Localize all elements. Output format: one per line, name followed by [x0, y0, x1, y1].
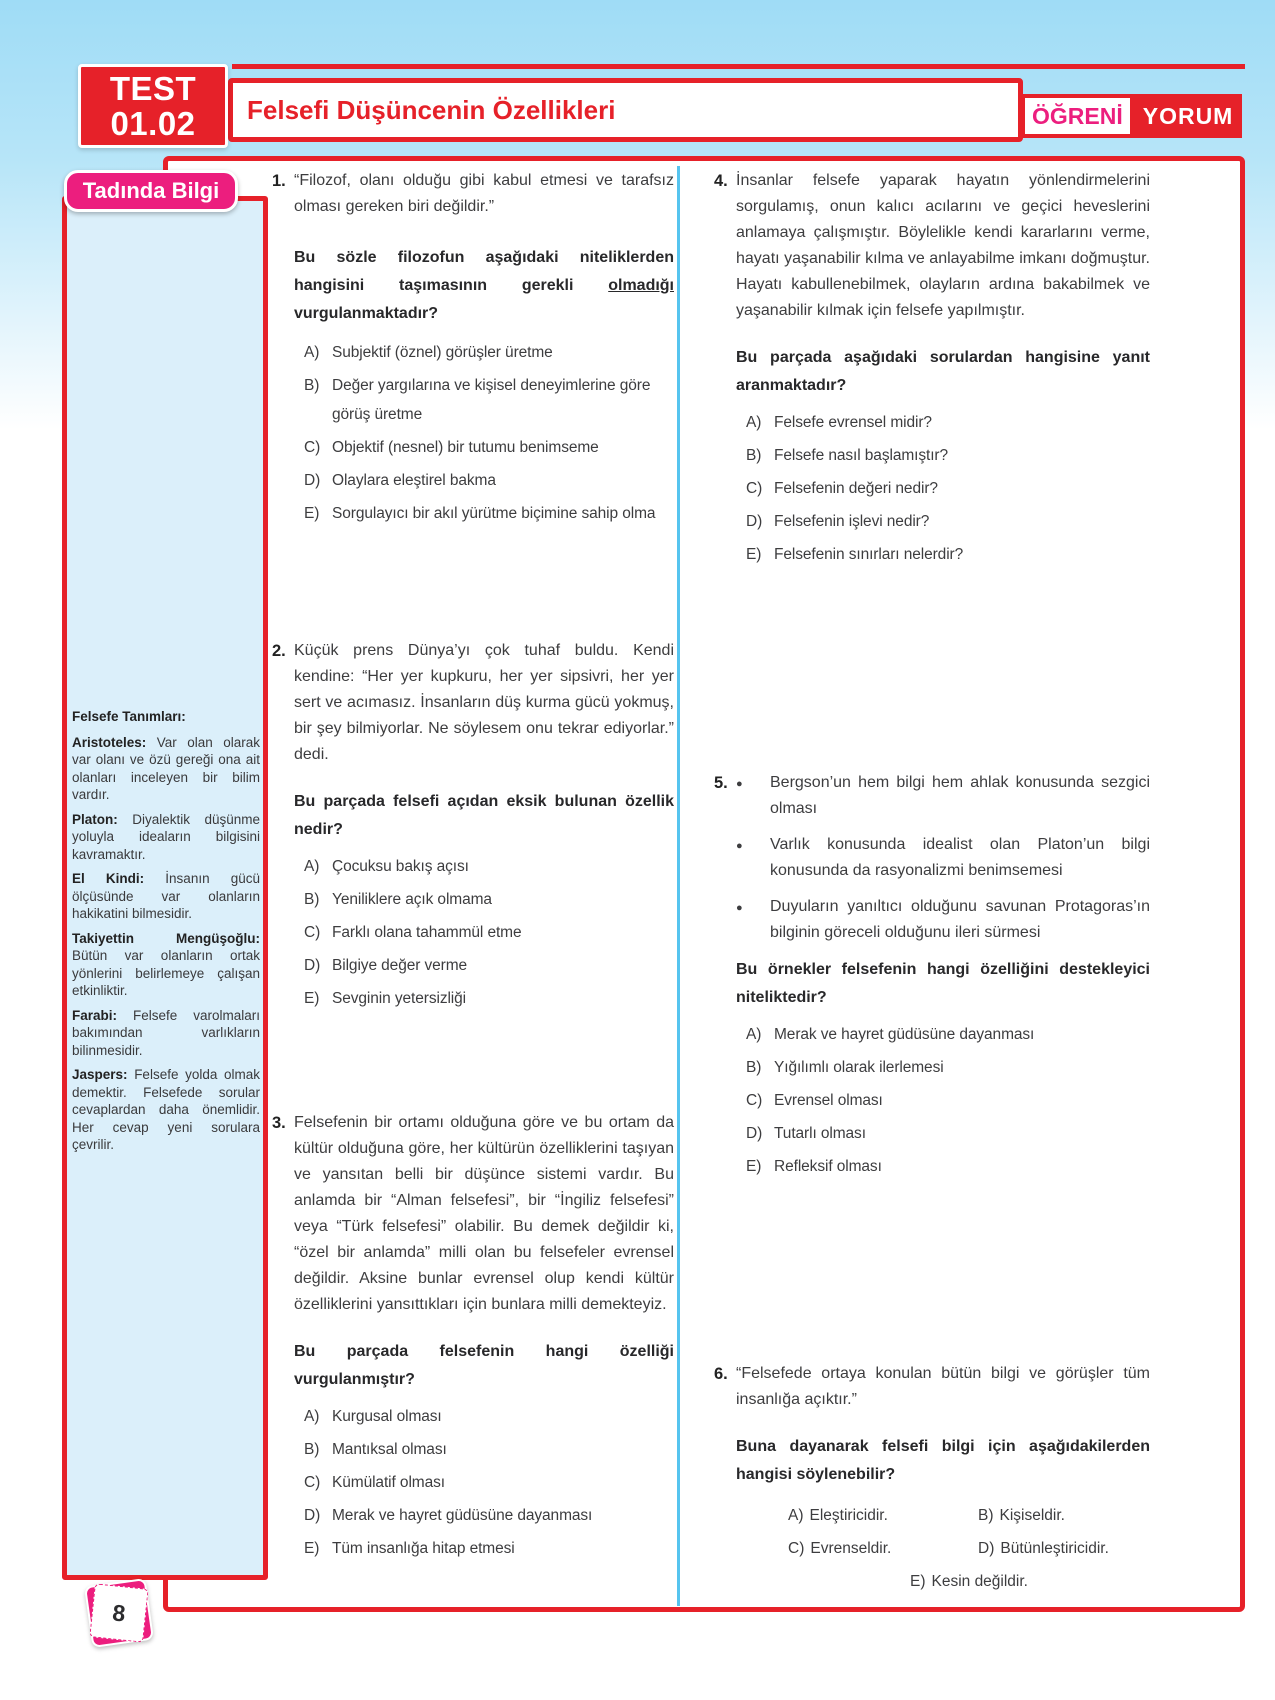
- option-label: A): [788, 1507, 804, 1524]
- option-label: E): [746, 1158, 762, 1175]
- option-label: A): [304, 344, 320, 361]
- question-column-left: [272, 168, 674, 1612]
- option-list: [294, 852, 674, 1013]
- option-text: Bilgiye değer verme: [332, 957, 468, 974]
- option-text: Eleştiricidir.: [809, 1507, 888, 1524]
- definition-text: Felsefe varolmaları bakımından varlıkların bilinmesidir.: [72, 1007, 260, 1058]
- question-6: [714, 1361, 1150, 1596]
- option-d: [978, 1534, 1150, 1563]
- question-3: [272, 1110, 674, 1567]
- bullet-item: [736, 894, 1150, 946]
- option-text: Felsefe nasıl başlamıştır?: [774, 447, 949, 464]
- page-title-band: [228, 78, 1023, 142]
- option-e: [746, 540, 1150, 569]
- option-d: [746, 507, 1150, 536]
- question-number: 1.: [272, 172, 286, 190]
- option-label: D): [304, 472, 321, 489]
- definition-term: Takiyettin Mengüşoğlu:: [72, 930, 260, 946]
- stem-text: Bu sözle filozofun aşağıdaki niteliklerden hangisini taşımasının gerekli: [294, 249, 674, 294]
- option-text: Sevginin yetersizliği: [332, 990, 467, 1007]
- option-text: Merak ve hayret güdüsüne dayanması: [332, 1507, 593, 1524]
- option-label: D): [746, 513, 763, 530]
- question-stem: [294, 1338, 674, 1394]
- option-label: A): [746, 414, 762, 431]
- question-4: [714, 168, 1150, 573]
- bullet-item: [736, 832, 1150, 884]
- option-label: B): [304, 377, 320, 394]
- option-label: C): [304, 924, 321, 941]
- option-label: B): [304, 1441, 320, 1458]
- option-text: Mantıksal olması: [332, 1441, 447, 1458]
- option-c: [304, 1468, 674, 1497]
- option-label: D): [746, 1125, 763, 1142]
- column-divider: [677, 166, 680, 1606]
- option-list: [294, 338, 674, 528]
- option-text: Farklı olana tahammül etme: [332, 924, 522, 941]
- sidebar-definitions: [72, 708, 260, 1161]
- option-label: A): [746, 1026, 762, 1043]
- option-text: Objektif (nesnel) bir tutumu benimseme: [332, 439, 599, 456]
- stem-text: Bu parçada felsefi açıdan eksik bulunan özellik nedir?: [294, 793, 674, 838]
- stem-underlined-word: olmadığı: [608, 277, 674, 294]
- option-text: Felsefenin işlevi nedir?: [774, 513, 930, 530]
- option-label: A): [304, 858, 320, 875]
- definition-platon: [72, 811, 260, 864]
- definition-term: Farabi:: [72, 1007, 118, 1023]
- sidebar-badge: Tadında Bilgi: [64, 170, 238, 212]
- option-text: Evrenseldir.: [810, 1540, 892, 1557]
- option-a: [304, 338, 674, 367]
- option-a: [746, 408, 1150, 437]
- option-label: D): [304, 957, 321, 974]
- option-label: E): [909, 1573, 926, 1590]
- option-label: E): [746, 546, 762, 563]
- definition-farabi: [72, 1007, 260, 1060]
- option-a: [304, 1402, 674, 1431]
- page-number-badge: [88, 1582, 150, 1644]
- option-label: B): [304, 891, 320, 908]
- option-label: B): [746, 447, 762, 464]
- sidebar-heading: Felsefe Tanımları:: [72, 709, 186, 724]
- option-text: Çocuksu bakış açısı: [332, 858, 469, 875]
- definition-text: Felsefe yolda olmak demektir. Felsefede sorular cevaplardan daha önemlidir. Her cevap yeni sorulara çevrilir.: [72, 1067, 260, 1152]
- question-passage: Küçük prens Dünya’yı çok tuhaf buldu. Kendi kendine: “Her yer kupkuru, her yer sipsivri, her yer sert ve acımasız. İnsanların düş kurma gücü yokmuş, bir şey bilmiyorlar. Ne söylesem onu tekrar ediyorlar.” dedi.: [294, 642, 674, 763]
- stem-text: vurgulanmaktadır?: [294, 305, 439, 322]
- question-stem: [736, 344, 1150, 400]
- stem-text: Bu örnekler felsefenin hangi özelliğini destekleyici niteliktedir?: [736, 961, 1150, 1006]
- question-bullet-list: [736, 770, 1150, 946]
- header-accent-line: [232, 64, 1245, 69]
- definition-text: Var olan olarak var olanı ve özü gereği ona ait olanları inceleyen bir bilim vardır.: [72, 734, 260, 802]
- option-b: [304, 1435, 674, 1464]
- question-1: [272, 168, 674, 532]
- option-label: C): [746, 1092, 763, 1109]
- question-number: 5.: [714, 774, 728, 792]
- option-d: [304, 1501, 674, 1530]
- option-label: B): [746, 1059, 762, 1076]
- option-text: Yığılımlı olarak ilerlemesi: [774, 1059, 944, 1076]
- definition-mengusoglu: [72, 930, 260, 1000]
- question-column-right: [714, 168, 1150, 1612]
- option-e: [746, 1152, 1150, 1181]
- option-label: A): [304, 1408, 320, 1425]
- option-d: [746, 1119, 1150, 1148]
- definition-aristoteles: [72, 734, 260, 804]
- option-label: E): [304, 1540, 320, 1557]
- page-title: Felsefi Düşüncenin Özellikleri: [247, 94, 616, 125]
- option-text: Kümülatif olması: [332, 1474, 445, 1491]
- definition-jaspers: [72, 1066, 260, 1154]
- brand-logo-second: YORUM: [1134, 94, 1243, 138]
- question-stem: [294, 788, 674, 844]
- test-number-box: [78, 64, 228, 148]
- brand-logo: [1021, 94, 1242, 138]
- option-text: Kesin değildir.: [931, 1573, 1028, 1590]
- option-e: [910, 1567, 1028, 1596]
- question-passage: İnsanlar felsefe yaparak hayatın yönlendirmelerini sorgulamış, onun kalıcı acılarını ve geçici heveslerini anlamaya çalışmıştır. Böylelikle kendi kararlarını verme, hayatı yaşanabilir kılma ve anlayabilme imkanı doğmuştur. Hayatı kabullenebilmek, olayların ardına bakabilmek ve yaşanabilir kılmak için felsefe yapılmıştır.: [736, 172, 1150, 319]
- option-text: Refleksif olması: [774, 1158, 882, 1175]
- question-stem: [294, 244, 674, 328]
- option-b: [746, 1053, 1150, 1082]
- option-label: E): [304, 505, 320, 522]
- option-c: [746, 1086, 1150, 1115]
- bullet-icon: [736, 894, 770, 946]
- option-text: Subjektif (öznel) görüşler üretme: [332, 344, 553, 361]
- question-number: 3.: [272, 1114, 286, 1132]
- option-c: [304, 433, 674, 462]
- question-stem: [736, 1433, 1150, 1489]
- bullet-icon: [736, 832, 770, 884]
- option-label: C): [304, 1474, 321, 1491]
- option-text: Bütünleştiricidir.: [1000, 1540, 1109, 1557]
- option-b: [304, 885, 674, 914]
- question-5: [714, 770, 1150, 1185]
- option-c: [788, 1534, 978, 1563]
- definition-term: El Kindi:: [72, 871, 145, 886]
- option-text: Kurgusal olması: [332, 1408, 442, 1425]
- option-label: D): [304, 1507, 321, 1524]
- option-d: [304, 466, 674, 495]
- option-text: Evrensel olması: [774, 1092, 883, 1109]
- definition-term: Jaspers:: [72, 1067, 128, 1082]
- option-text: Kişiseldir.: [999, 1507, 1065, 1524]
- option-e: [304, 984, 674, 1013]
- definition-el-kindi: [72, 870, 260, 923]
- option-text: Felsefenin değeri nedir?: [774, 480, 938, 497]
- option-c: [746, 474, 1150, 503]
- question-passage: Felsefenin bir ortamı olduğuna göre ve bu ortam da kültür olduğuna göre, her kültürün özelliklerini taşıyan ve yansıtan belli bir düşünce sistemi vardır. Bu anlamda bir “Alman felsefesi”, bir “İngiliz felsefesi” veya “Türk felsefesi” olabilir. Bu demek değildir ki, “özel bir anlamda” milli olan bu felsefeler evrensel değildir. Aksine bunlar evrensel olup kendi kültür özelliklerini yansıttıkları için bunlara milli demekteyiz.: [294, 1114, 674, 1313]
- option-b: [746, 441, 1150, 470]
- stem-text: Bu parçada felsefenin hangi özelliği vurgulanmıştır?: [294, 1343, 674, 1388]
- option-label: C): [304, 439, 321, 456]
- question-2: [272, 638, 674, 1017]
- option-text: Yeniliklere açık olmama: [332, 891, 492, 908]
- option-b: [304, 371, 674, 429]
- option-a: [304, 852, 674, 881]
- option-text: Tüm insanlığa hitap etmesi: [332, 1540, 515, 1557]
- definition-text: Diyalektik düşünme yoluyla ideaların bilgisini kavramaktır.: [72, 811, 260, 862]
- question-passage: “Filozof, olanı olduğu gibi kabul etmesi ve tarafsız olması gereken biri değildir.”: [294, 172, 674, 215]
- bullet-item: [736, 770, 1150, 822]
- option-a: [788, 1501, 978, 1530]
- option-c: [304, 918, 674, 947]
- page-number: 8: [89, 1583, 148, 1642]
- bullet-icon: [736, 770, 770, 822]
- stem-text: Buna dayanarak felsefi bilgi için aşağıdakilerden hangisi söylenebilir?: [736, 1438, 1150, 1483]
- question-stem: [736, 956, 1150, 1012]
- option-e: [304, 499, 674, 528]
- option-text: Olaylara eleştirel bakma: [332, 472, 496, 489]
- option-b: [978, 1501, 1150, 1530]
- option-label: E): [304, 990, 320, 1007]
- option-e: [304, 1534, 674, 1563]
- definition-text: İnsanın gücü ölçüsünde var olanların hakikatini bilmesidir.: [72, 871, 260, 921]
- option-text: Tutarlı olması: [774, 1125, 866, 1142]
- option-list: [736, 408, 1150, 569]
- test-label: TEST: [109, 70, 197, 107]
- option-text: Sorgulayıcı bir akıl yürütme biçimine sahip olma: [332, 505, 656, 522]
- stem-text: Bu parçada aşağıdaki sorulardan hangisine yanıt aranmaktadır?: [736, 349, 1150, 394]
- question-number: 6.: [714, 1365, 728, 1383]
- definition-term: Platon:: [72, 811, 118, 827]
- definition-text: Bütün var olanların ortak yönlerini belirlemeye çalışan etkinliktir.: [72, 948, 260, 998]
- option-text: Felsefenin sınırları nelerdir?: [774, 546, 964, 563]
- bullet-text: Bergson’un hem bilgi hem ahlak konusunda sezgici olması: [770, 774, 1150, 817]
- option-text: Felsefe evrensel midir?: [774, 414, 932, 431]
- option-d: [304, 951, 674, 980]
- bullet-text: Duyuların yanıltıcı olduğunu savunan Protagoras’ın bilginin göreceli olduğunu ileri sürmesi: [770, 898, 1150, 941]
- option-label: C): [788, 1540, 805, 1557]
- definition-term: Aristoteles:: [72, 734, 147, 750]
- question-number: 2.: [272, 642, 286, 660]
- option-list: [736, 1020, 1150, 1181]
- option-grid: [736, 1501, 1150, 1596]
- option-text: Değer yargılarına ve kişisel deneyimlerine göre görüş üretme: [332, 377, 651, 423]
- brand-logo-first: ÖĞRENİ: [1021, 94, 1134, 138]
- option-label: B): [978, 1507, 994, 1524]
- option-label: C): [746, 480, 763, 497]
- option-text: Merak ve hayret güdüsüne dayanması: [774, 1026, 1035, 1043]
- option-label: D): [978, 1540, 995, 1557]
- bullet-text: Varlık konusunda idealist olan Platon’un bilgi konusunda da rasyonalizmi benimsemesi: [770, 836, 1150, 879]
- question-number: 4.: [714, 172, 728, 190]
- option-a: [746, 1020, 1150, 1049]
- test-number: 01.02: [110, 105, 196, 142]
- option-list: [294, 1402, 674, 1563]
- question-passage: “Felsefede ortaya konulan bütün bilgi ve görüşler tüm insanlığa açıktır.”: [736, 1365, 1150, 1408]
